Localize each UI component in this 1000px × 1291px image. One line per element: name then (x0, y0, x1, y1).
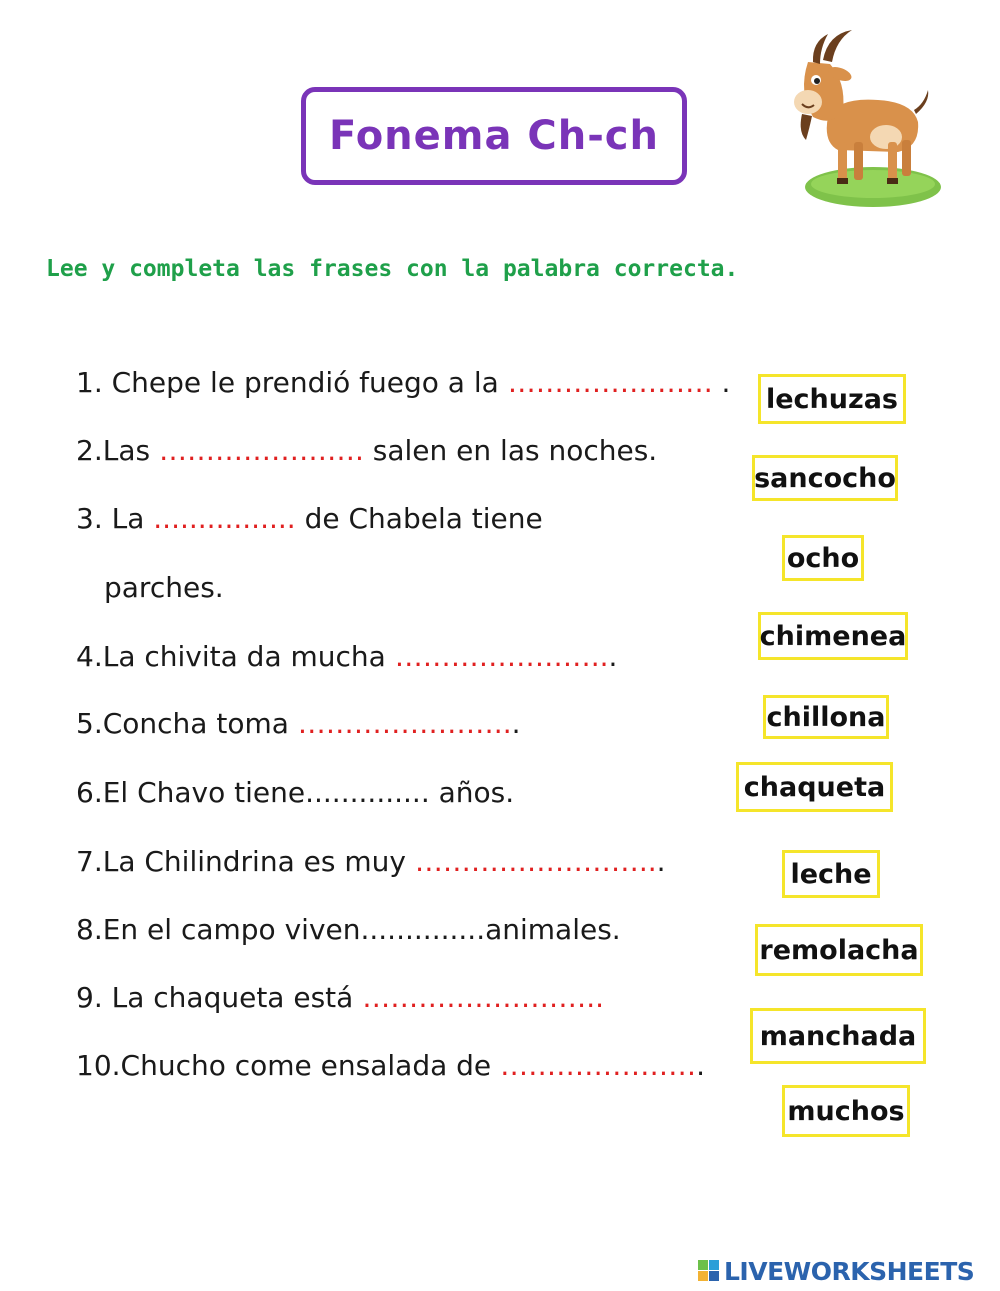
word-option[interactable]: lechuzas (758, 374, 906, 424)
sentence-text: . (608, 640, 618, 673)
sentence-text: 10.Chucho come ensalada de (76, 1049, 501, 1082)
sentence-text: . (656, 845, 666, 878)
word-option[interactable]: chaqueta (736, 762, 893, 812)
sentence-line (76, 981, 604, 1014)
answer-blank[interactable]: …………………. (158, 434, 364, 467)
sentence-line (76, 640, 617, 673)
sentence-line (76, 845, 666, 878)
sentence-text: 9. La chaqueta está (76, 981, 363, 1014)
word-option[interactable]: chimenea (758, 612, 908, 660)
sentence-text: 8.En el campo viven (76, 913, 361, 946)
sentence-text: 2.Las (76, 434, 159, 467)
answer-blank[interactable]: …………………….. (362, 981, 605, 1014)
sentence-text: 1. Chepe le prendió fuego a la (76, 366, 508, 399)
page-title: Fonema Ch-ch (328, 113, 659, 159)
sentence-text: . (696, 1049, 705, 1082)
sentence-line (76, 502, 543, 535)
sentence-text: . (511, 707, 521, 740)
word-option[interactable]: sancocho (752, 455, 898, 501)
answer-blank[interactable]: …………………….. (414, 845, 657, 878)
word-option[interactable]: chillona (763, 695, 889, 739)
word-option[interactable]: manchada (750, 1008, 926, 1064)
word-option[interactable]: leche (782, 850, 880, 898)
sentence-text: 3. La (76, 502, 154, 535)
title-box (301, 87, 687, 185)
sentence-line (76, 707, 521, 740)
sentence-line (76, 434, 657, 467)
answer-blank[interactable]: ................ (153, 502, 296, 535)
answer-blank[interactable]: ………………….. (394, 640, 609, 673)
word-option[interactable]: remolacha (755, 924, 923, 976)
brand-text: LIVEWORKSHEETS (724, 1256, 975, 1286)
word-option[interactable]: ocho (782, 535, 864, 581)
sentence-text: .............. años. (305, 776, 515, 809)
brand-logo (698, 1256, 974, 1286)
answer-blank[interactable]: …………………. (507, 366, 713, 399)
sentence-line (76, 366, 730, 399)
instruction-text: Lee y completa las frases con la palabra correcta. (46, 256, 739, 282)
sentence-line (76, 1049, 705, 1082)
sentence-line (104, 571, 224, 604)
sentence-text: . (712, 366, 731, 399)
sentence-text: de Chabela tiene (295, 502, 543, 535)
sentence-text: parches. (104, 571, 224, 604)
sentence-text: 6.El Chavo tiene (76, 776, 306, 809)
word-option[interactable]: muchos (782, 1085, 910, 1137)
sentence-text: 5.Concha toma (76, 707, 298, 740)
sentence-text: salen en las noches. (363, 434, 658, 467)
sentence-text: ..............animales. (360, 913, 621, 946)
brand-icon (698, 1260, 720, 1282)
sentence-text: 7.La Chilindrina es muy (76, 845, 415, 878)
goat-illustration (768, 22, 943, 214)
sentence-line (76, 776, 514, 809)
answer-blank[interactable]: ………………… (500, 1049, 697, 1082)
sentence-text: 4.La chivita da mucha (76, 640, 395, 673)
answer-blank[interactable]: ………………….. (297, 707, 512, 740)
sentence-line (76, 913, 621, 946)
